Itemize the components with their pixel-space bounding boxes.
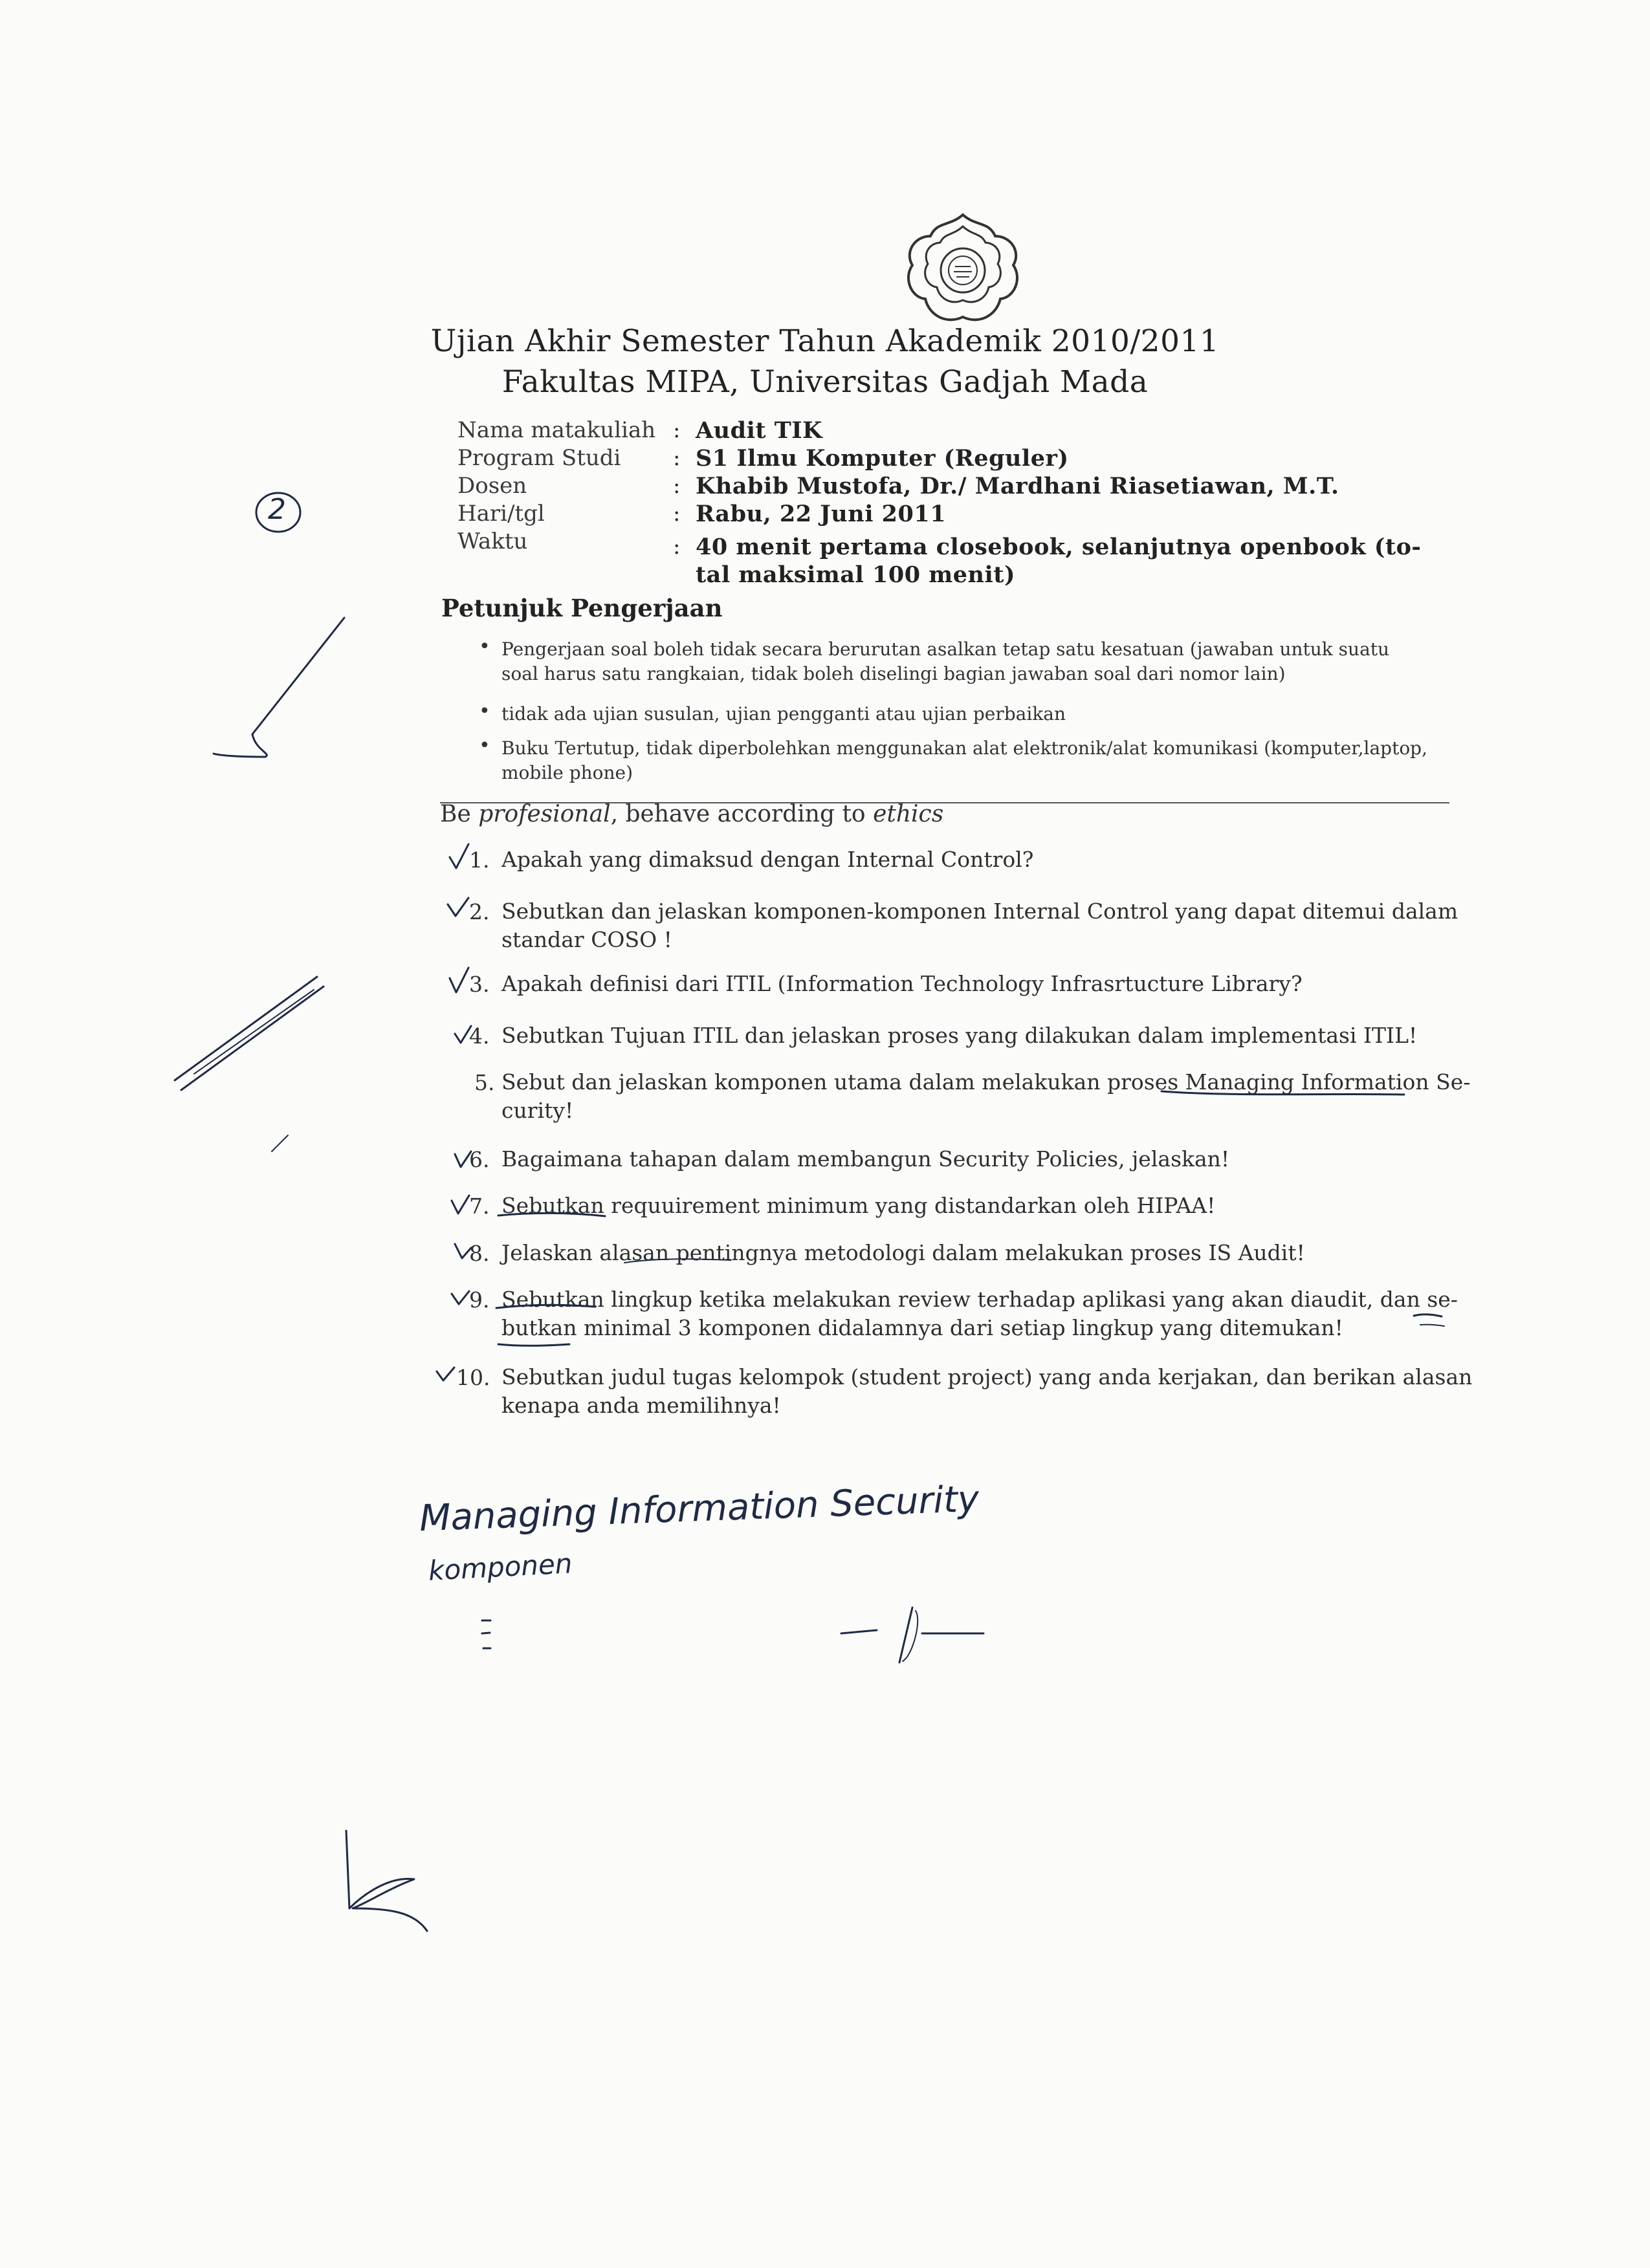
exam-title: Ujian Akhir Semester Tahun Akademik 2010/2011 (430, 323, 1220, 359)
info-label-time: Waktu (457, 529, 528, 554)
question-number: 1. (469, 847, 490, 873)
question-number: 4. (469, 1023, 490, 1049)
question-number: 6. (469, 1147, 490, 1172)
info-colon: : (673, 417, 681, 443)
handwritten-note: komponen (427, 1547, 573, 1587)
question-text: Sebutkan judul tugas kelompok (student project) yang anda kerjakan, dan berikan alasan kenapa anda memilihnya! (501, 1364, 1473, 1418)
question-text: Apakah yang dimaksud dengan Internal Control? (501, 847, 1034, 872)
info-label-program: Program Studi (457, 445, 621, 471)
bullet-icon: • (479, 635, 490, 658)
instructions-title: Petunjuk Pengerjaan (441, 594, 723, 622)
info-colon: : (673, 445, 681, 471)
info-label-date: Hari/tgl (457, 501, 545, 527)
info-value-time: 40 menit pertama closebook, selanjutnya openbook (to- (696, 534, 1422, 560)
info-colon: : (673, 501, 681, 527)
question-text: Jelaskan alasan pentingnya metodologi dalam melakukan proses IS Audit! (501, 1240, 1305, 1265)
question-text: Sebutkan requuirement minimum yang distandarkan oleh HIPAA! (501, 1193, 1216, 1218)
info-colon: : (673, 473, 681, 499)
info-value-course: Audit TIK (696, 417, 823, 444)
info-colon: : (673, 534, 681, 560)
question-number: 3. (469, 972, 490, 997)
instruction-line: Buku Tertutup, tidak diperbolehkan menggunakan alat elektronik/alat komunikasi (komputer,laptop, (501, 737, 1428, 759)
question-text: Sebutkan Tujuan ITIL dan jelaskan proses yang dilakukan dalam implementasi ITIL! (501, 1023, 1418, 1048)
faculty-title: Fakultas MIPA, Universitas Gadjah Mada (501, 364, 1149, 400)
question-number: 8. (469, 1241, 490, 1266)
question-number: 7. (469, 1194, 490, 1219)
instruction-line: tidak ada ujian susulan, ujian pengganti atau ujian perbaikan (501, 703, 1066, 725)
info-value-date: Rabu, 22 Juni 2011 (696, 501, 947, 527)
motto: Be profesional, behave according to ethics (440, 801, 944, 827)
question-text: Sebut dan jelaskan komponen utama dalam melakukan proses Managing Information Se- curity! (501, 1069, 1471, 1123)
question-text: Sebutkan lingkup ketika melakukan review terhadap aplikasi yang akan diaudit, dan se- butkan minimal 3 komponen didalamnya dari setiap lingkup yang ditemukan! (501, 1287, 1458, 1340)
bullet-icon: • (479, 734, 490, 757)
info-value-lecturer: Khabib Mustofa, Dr./ Mardhani Riasetiawan, M.T. (696, 473, 1339, 499)
info-label-lecturer: Dosen (457, 473, 527, 499)
question-number: 9. (469, 1287, 490, 1313)
instruction-line: mobile phone) (501, 762, 633, 783)
question-text: Apakah definisi dari ITIL (Information Technology Infrasrtucture Library? (501, 971, 1303, 996)
question-number: 2. (469, 899, 490, 924)
circled-number-text: 2 (268, 493, 286, 526)
handwritten-note: Managing Information Security (419, 1477, 980, 1540)
info-value-program: S1 Ilmu Komputer (Reguler) (696, 445, 1069, 472)
question-text: Sebutkan dan jelaskan komponen-komponen Internal Control yang dapat ditemui dalam standar COSO ! (501, 899, 1458, 952)
question-text: Bagaimana tahapan dalam membangun Security Policies, jelaskan! (501, 1146, 1230, 1172)
bullet-icon: • (479, 700, 490, 723)
question-number: 10. (456, 1365, 490, 1390)
info-label-course: Nama matakuliah (457, 417, 656, 443)
question-number: 5. (474, 1070, 495, 1095)
instruction-line: soal harus satu rangkaian, tidak boleh diselingi bagian jawaban soal dari nomor lain) (501, 663, 1286, 684)
instruction-line: Pengerjaan soal boleh tidak secara berurutan asalkan tetap satu kesatuan (jawaban untuk suatu (501, 638, 1390, 660)
info-value-time-cont: tal maksimal 100 menit) (696, 562, 1015, 588)
